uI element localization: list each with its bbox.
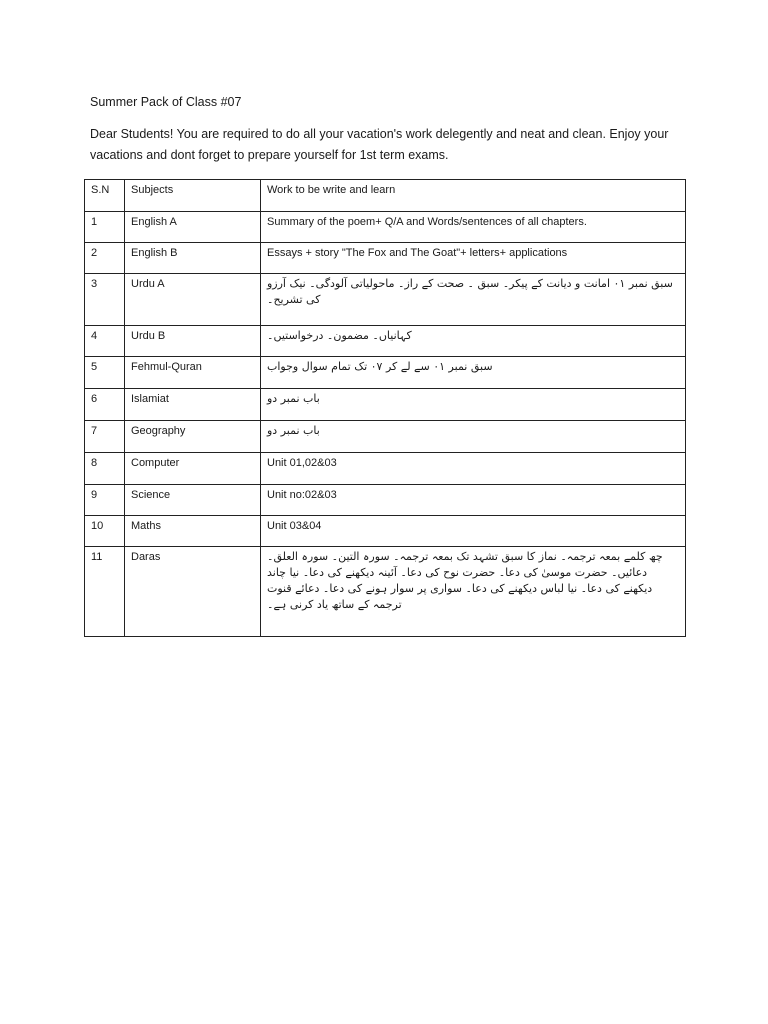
table-row xyxy=(85,485,686,516)
row-subject: Computer xyxy=(125,453,261,485)
row-sn: 11 xyxy=(85,547,125,637)
table-row xyxy=(85,547,686,637)
table-row xyxy=(85,212,686,243)
row-sn: 1 xyxy=(85,212,125,243)
row-sn: 2 xyxy=(85,243,125,274)
row-subject: Geography xyxy=(125,421,261,453)
row-work: باب نمبر دو xyxy=(261,421,686,453)
table-header-row xyxy=(85,180,686,212)
row-subject: Urdu A xyxy=(125,274,261,326)
row-work: سبق نمبر ۰۱ امانت و دیانت کے پیکر۔ سبق ۔ صحت کے راز۔ ماحولیاتی آلودگی۔ نیک آرزو کی تشریح۔ xyxy=(261,274,686,326)
table-row xyxy=(85,326,686,357)
table-row xyxy=(85,421,686,453)
row-work: Essays + story "The Fox and The Goat"+ letters+ applications xyxy=(261,243,686,274)
table-row xyxy=(85,516,686,547)
row-work: Summary of the poem+ Q/A and Words/sentences of all chapters. xyxy=(261,212,686,243)
row-sn: 9 xyxy=(85,485,125,516)
row-work: چھ کلمے بمعہ ترجمہ۔ نماز کا سبق تشہد تک بمعہ ترجمہ۔ سورہ التین۔ سورہ العلق۔ دعائیں۔ حضرت موسیٰ کی دعا۔ حضرت نوح کی دعا۔ آئینہ دیکھنے کی دعا۔ نیا چاند دیکھنے کی دعا۔ نیا لباس دیکھنے کی دعا۔ سواری پر سوار ہونے کی دعا۔ دعائے قنوت ترجمہ کے ساتھ یاد کرنی ہے۔ xyxy=(261,547,686,637)
row-subject: Urdu B xyxy=(125,326,261,357)
table-row xyxy=(85,357,686,389)
row-subject: English B xyxy=(125,243,261,274)
row-subject: English A xyxy=(125,212,261,243)
row-sn: 7 xyxy=(85,421,125,453)
row-sn: 3 xyxy=(85,274,125,326)
table-row xyxy=(85,274,686,326)
header-work: Work to be write and learn xyxy=(261,180,686,212)
row-work: کہانیاں۔ مضمون۔ درخواستیں۔ xyxy=(261,326,686,357)
table-row xyxy=(85,243,686,274)
row-subject: Science xyxy=(125,485,261,516)
header-sn: S.N xyxy=(85,180,125,212)
row-subject: Maths xyxy=(125,516,261,547)
row-subject: Islamiat xyxy=(125,389,261,421)
row-sn: 5 xyxy=(85,357,125,389)
row-subject: Fehmul-Quran xyxy=(125,357,261,389)
row-work: باب نمبر دو xyxy=(261,389,686,421)
row-work: Unit no:02&03 xyxy=(261,485,686,516)
row-sn: 10 xyxy=(85,516,125,547)
work-table xyxy=(84,179,686,637)
row-sn: 4 xyxy=(85,326,125,357)
table-row xyxy=(85,453,686,485)
intro-paragraph: Dear Students! You are required to do all your vacation's work delegently and neat and clean. Enjoy your vacations and dont forget to prepare yourself for 1st term exams. xyxy=(90,127,669,162)
row-sn: 6 xyxy=(85,389,125,421)
row-work: Unit 01,02&03 xyxy=(261,453,686,485)
header-subjects: Subjects xyxy=(125,180,261,212)
row-subject: Daras xyxy=(125,547,261,637)
row-sn: 8 xyxy=(85,453,125,485)
row-work: Unit 03&04 xyxy=(261,516,686,547)
table-row xyxy=(85,389,686,421)
row-work: سبق نمبر ۰۱ سے لے کر ۰۷ تک تمام سوال وجواب xyxy=(261,357,686,389)
document-title: Summer Pack of Class #07 xyxy=(90,95,242,109)
